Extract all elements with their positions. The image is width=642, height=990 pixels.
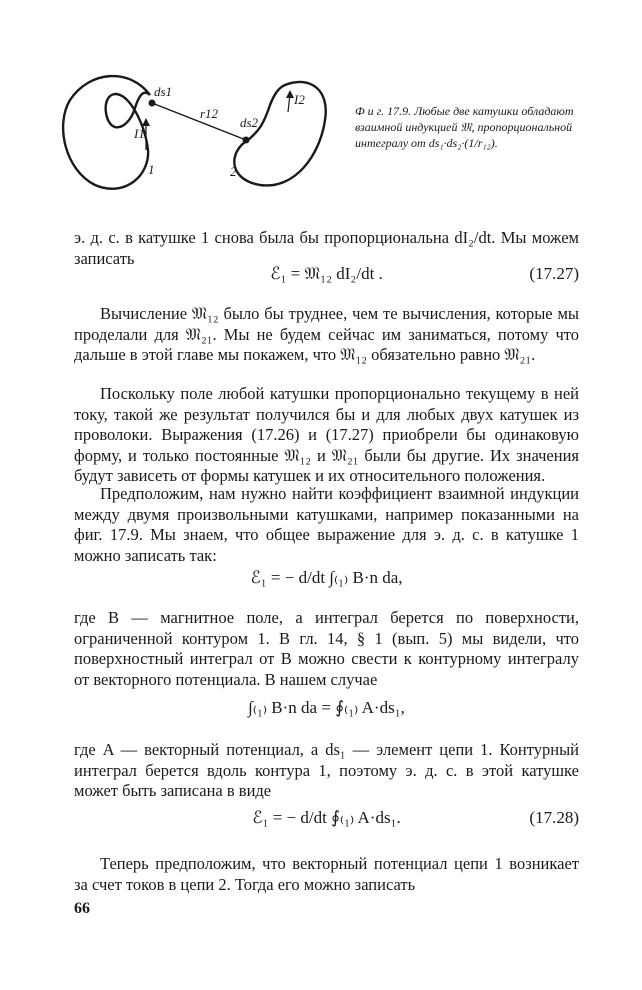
equation-17-28-body: ℰ₁ = − d/dt ∮₍₁₎ A·ds₁. [252,808,401,827]
equation-17-27 [74,256,579,296]
label-r12: r12 [200,106,219,121]
equation-17-28-number: (17.28) [529,808,579,827]
equation-emf [74,560,579,600]
i2-arrowhead [286,90,294,98]
equation-17-27-number: (17.27) [529,264,579,283]
label-coil-2: 2 [230,164,237,179]
paragraph-2: Вычисление 𝔐₁₂ было бы труднее, чем те вычисления, которые мы проделали для 𝔐₂₁. Мы не будем сейчас им заниматься, потому что дальше в этой главе мы покажем, что 𝔐₁₂ обязательно равно 𝔐₂₁. [74,304,579,364]
equation-17-27-body: ℰ₁ = 𝔐₁₂ dI₂/dt . [270,264,383,283]
paragraph-6: где A — векторный потенциал, а ds₁ — элемент цепи 1. Контурный интеграл берется вдоль контура 1, поэтому э. д. с. в этой катушке может быть записана в виде [74,740,579,800]
label-i1: I1 [134,126,145,141]
page-number: 66 [74,900,90,917]
label-ds2: ds2 [240,115,259,130]
ds2-point [243,137,250,144]
label-coil-1: 1 [148,162,155,177]
i1-arrowhead [142,118,150,126]
label-ds1: ds1 [154,84,173,99]
equation-stokes-body: ∫₍₁₎ B·n da = ∮₍₁₎ A·ds₁, [248,698,405,717]
paragraph-1: э. д. с. в катушке 1 снова была бы пропорциональна dI₂/dt. Мы можем записать [74,228,579,268]
paragraph-4: Предположим, нам нужно найти коэффициент взаимной индукции между двумя произвольными катушками, например показанными на фиг. 17.9. Мы знаем, что общее выражение для э. д. с. в катушке 1 можно записать так: [74,484,579,565]
paragraph-3: Поскольку поле любой катушки пропорционально текущему в ней току, такой же результат получился бы и для любых двух катушек из проволоки. Выражения (17.26) и (17.27) приобрели бы одинаковую форму, и только постоянные 𝔐₁₂ и 𝔐₂₁ были бы другие. Их значения будут зависеть от формы катушек и их относительного положения. [74,384,579,485]
equation-stokes [74,690,579,730]
coil-2-loop [234,82,325,186]
r12-line [152,103,246,140]
coils-diagram [50,60,350,200]
equation-17-28 [74,800,579,840]
figure-caption: Ф и г. 17.9. Любые две катушки обладают взаимной индукцией 𝔐, пропорциональной интегралу от ds₁·ds₂·(1/r₁₂). [355,104,574,150]
ds1-point [149,100,156,107]
label-i2: I2 [294,92,305,107]
paragraph-5: где B — магнитное поле, а интеграл берется по поверхности, ограниченной контуром 1. В гл. 14, § 1 (вып. 5) мы видели, что поверхностный интеграл от B можно свести к контурному интегралу от векторного потенциала. В нашем случае [74,608,579,689]
figure-17-9 [50,60,350,200]
equation-emf-body: ℰ₁ = − d/dt ∫₍₁₎ B·n da, [250,568,403,587]
paragraph-7: Теперь предположим, что векторный потенциал цепи 1 возникает за счет токов в цепи 2. Тогда его можно записать [74,854,579,894]
